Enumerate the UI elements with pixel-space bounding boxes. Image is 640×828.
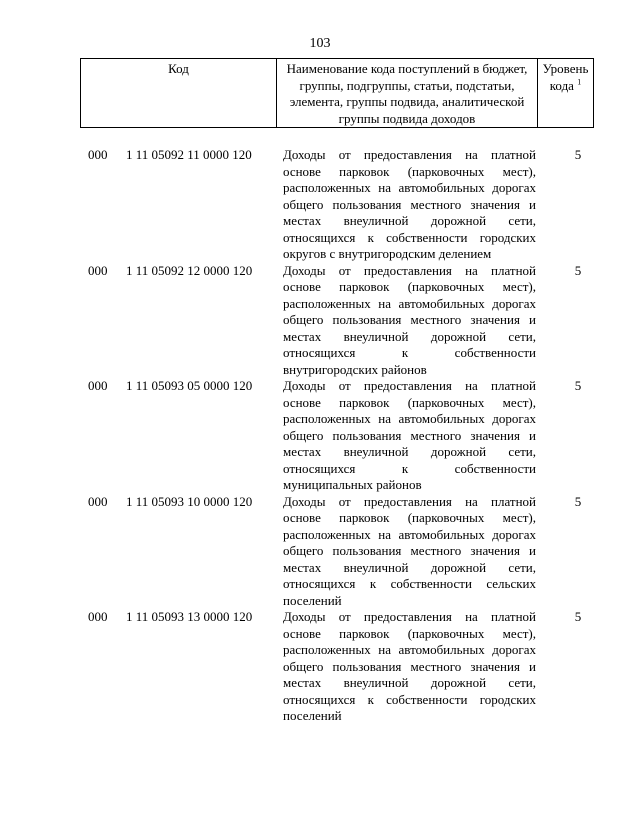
page-number: 103 <box>309 36 331 51</box>
row-level: 5 <box>574 378 582 393</box>
row-name: Доходы от предоставления на платной основе парковок (парковочных мест), расположенных на автомобильных дорогах общего пользования местного значения и местах внеуличной дорожной сети, относящихся к собственности муниципальных районов <box>283 378 536 492</box>
row-name: Доходы от предоставления на платной основе парковок (парковочных мест), расположенных на автомобильных дорогах общего пользования местного значения и местах внеуличной дорожной сети, относящихся к собственности городских округов с внутригородским делением <box>283 147 536 261</box>
table-body <box>0 147 640 725</box>
table-row <box>0 378 640 494</box>
row-code-prefix: 000 <box>88 609 108 624</box>
row-code-value: 1 11 05092 12 0000 120 <box>126 262 253 278</box>
table-row <box>0 494 640 610</box>
row-name: Доходы от предоставления на платной основе парковок (парковочных мест), расположенных на автомобильных дорогах общего пользования местного значения и местах внеуличной дорожной сети, относящихся к собственности сельских поселений <box>283 493 536 608</box>
row-name: Доходы от предоставления на платной основе парковок (парковочных мест), расположенных на автомобильных дорогах общего пользования местного значения и местах внеуличной дорожной сети, относящихся к собственности внутригородских районов <box>283 262 536 377</box>
row-code-prefix: 000 <box>88 147 108 162</box>
header-level <box>538 59 593 127</box>
header-level-footnote: 1 <box>577 77 582 87</box>
row-level: 5 <box>574 609 582 624</box>
row-level: 5 <box>574 262 582 278</box>
row-code-value: 1 11 05093 10 0000 120 <box>126 493 253 509</box>
row-code-value: 1 11 05092 11 0000 120 <box>126 147 252 162</box>
row-code-prefix: 000 <box>88 493 108 509</box>
row-code-prefix: 000 <box>88 378 108 393</box>
row-level: 5 <box>574 147 582 162</box>
row-code-value: 1 11 05093 13 0000 120 <box>126 609 253 624</box>
row-level: 5 <box>574 493 582 509</box>
table-row <box>0 263 640 379</box>
table-row <box>0 147 640 263</box>
header-level-label: Уровень кода <box>542 61 589 93</box>
header-name: Наименование кода поступлений в бюджет, группы, подгруппы, статьи, подстатьи, элемента, группы подвида, аналитической группы подвида доходов <box>277 59 538 127</box>
row-code-prefix: 000 <box>88 262 108 278</box>
table-row <box>0 609 640 725</box>
row-code-value: 1 11 05093 05 0000 120 <box>126 378 253 393</box>
header-code: Код <box>81 59 277 127</box>
row-name: Доходы от предоставления на платной основе парковок (парковочных мест), расположенных на автомобильных дорогах общего пользования местного значения и местах внеуличной дорожной сети, относящихся к собственности городских поселений <box>283 609 536 723</box>
table-header <box>80 58 594 128</box>
